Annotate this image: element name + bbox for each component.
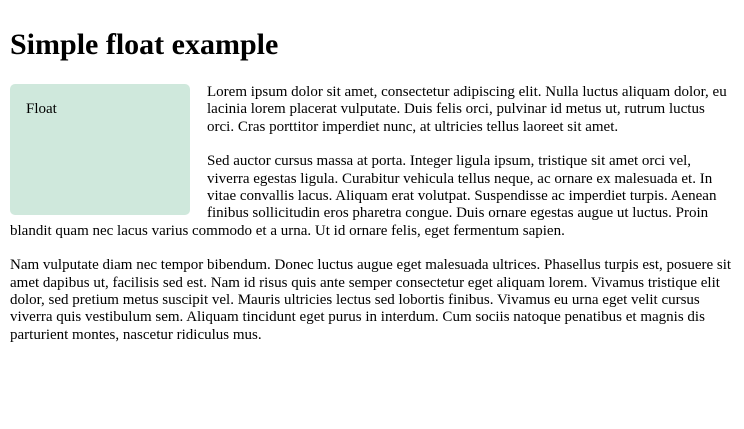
- page-title: Simple float example: [10, 28, 279, 61]
- float-box: Float: [10, 84, 190, 215]
- page-content: [0, 28, 744, 344]
- paragraph-3: Nam vulputate diam nec tempor bibendum. Donec luctus augue eget malesuada ultrices. Phasellus turpis est, posuere sit amet dapibus ut, facilisis sed est. Nam id risus quis ante semper consectetur eget aliquam lorem. Vivamus tristique elit dolor, sed pretium metus suscipit vel. Mauris ultricies lectus sed lobortis finibus. Vivamus eu urna eget velit cursus viverra quis vestibulum sem. Aliquam tincidunt eget purus in interdum. Cum sociis natoque penatibus et magnis dis parturient montes, nascetur ridiculus mus.: [10, 257, 732, 343]
- paragraph-2: Sed auctor cursus massa at porta. Integer ligula ipsum, tristique sit amet orci vel, viverra egestas ligula. Curabitur vehicula tellus neque, ac ornare ex malesuada et. In vitae convallis lacus. Aliquam erat volutpat. Suspendisse ac imperdiet turpis. Aenean finibus sollicitudin eros pharetra congue. Duis ornare egestas augue ut luctus. Proin blandit quam nec lacus varius commodo et a urna. Ut id ornare felis, eget fermentum sapien.: [10, 153, 717, 239]
- paragraph-1: Lorem ipsum dolor sit amet, consectetur adipiscing elit. Nulla luctus aliquam dolor, eu lacinia lorem placerat vulputate. Duis felis orci, pulvinar id metus ut, rutrum luctus orci. Cras porttitor imperdiet nunc, at ultricies tellus laoreet sit amet.: [207, 84, 727, 135]
